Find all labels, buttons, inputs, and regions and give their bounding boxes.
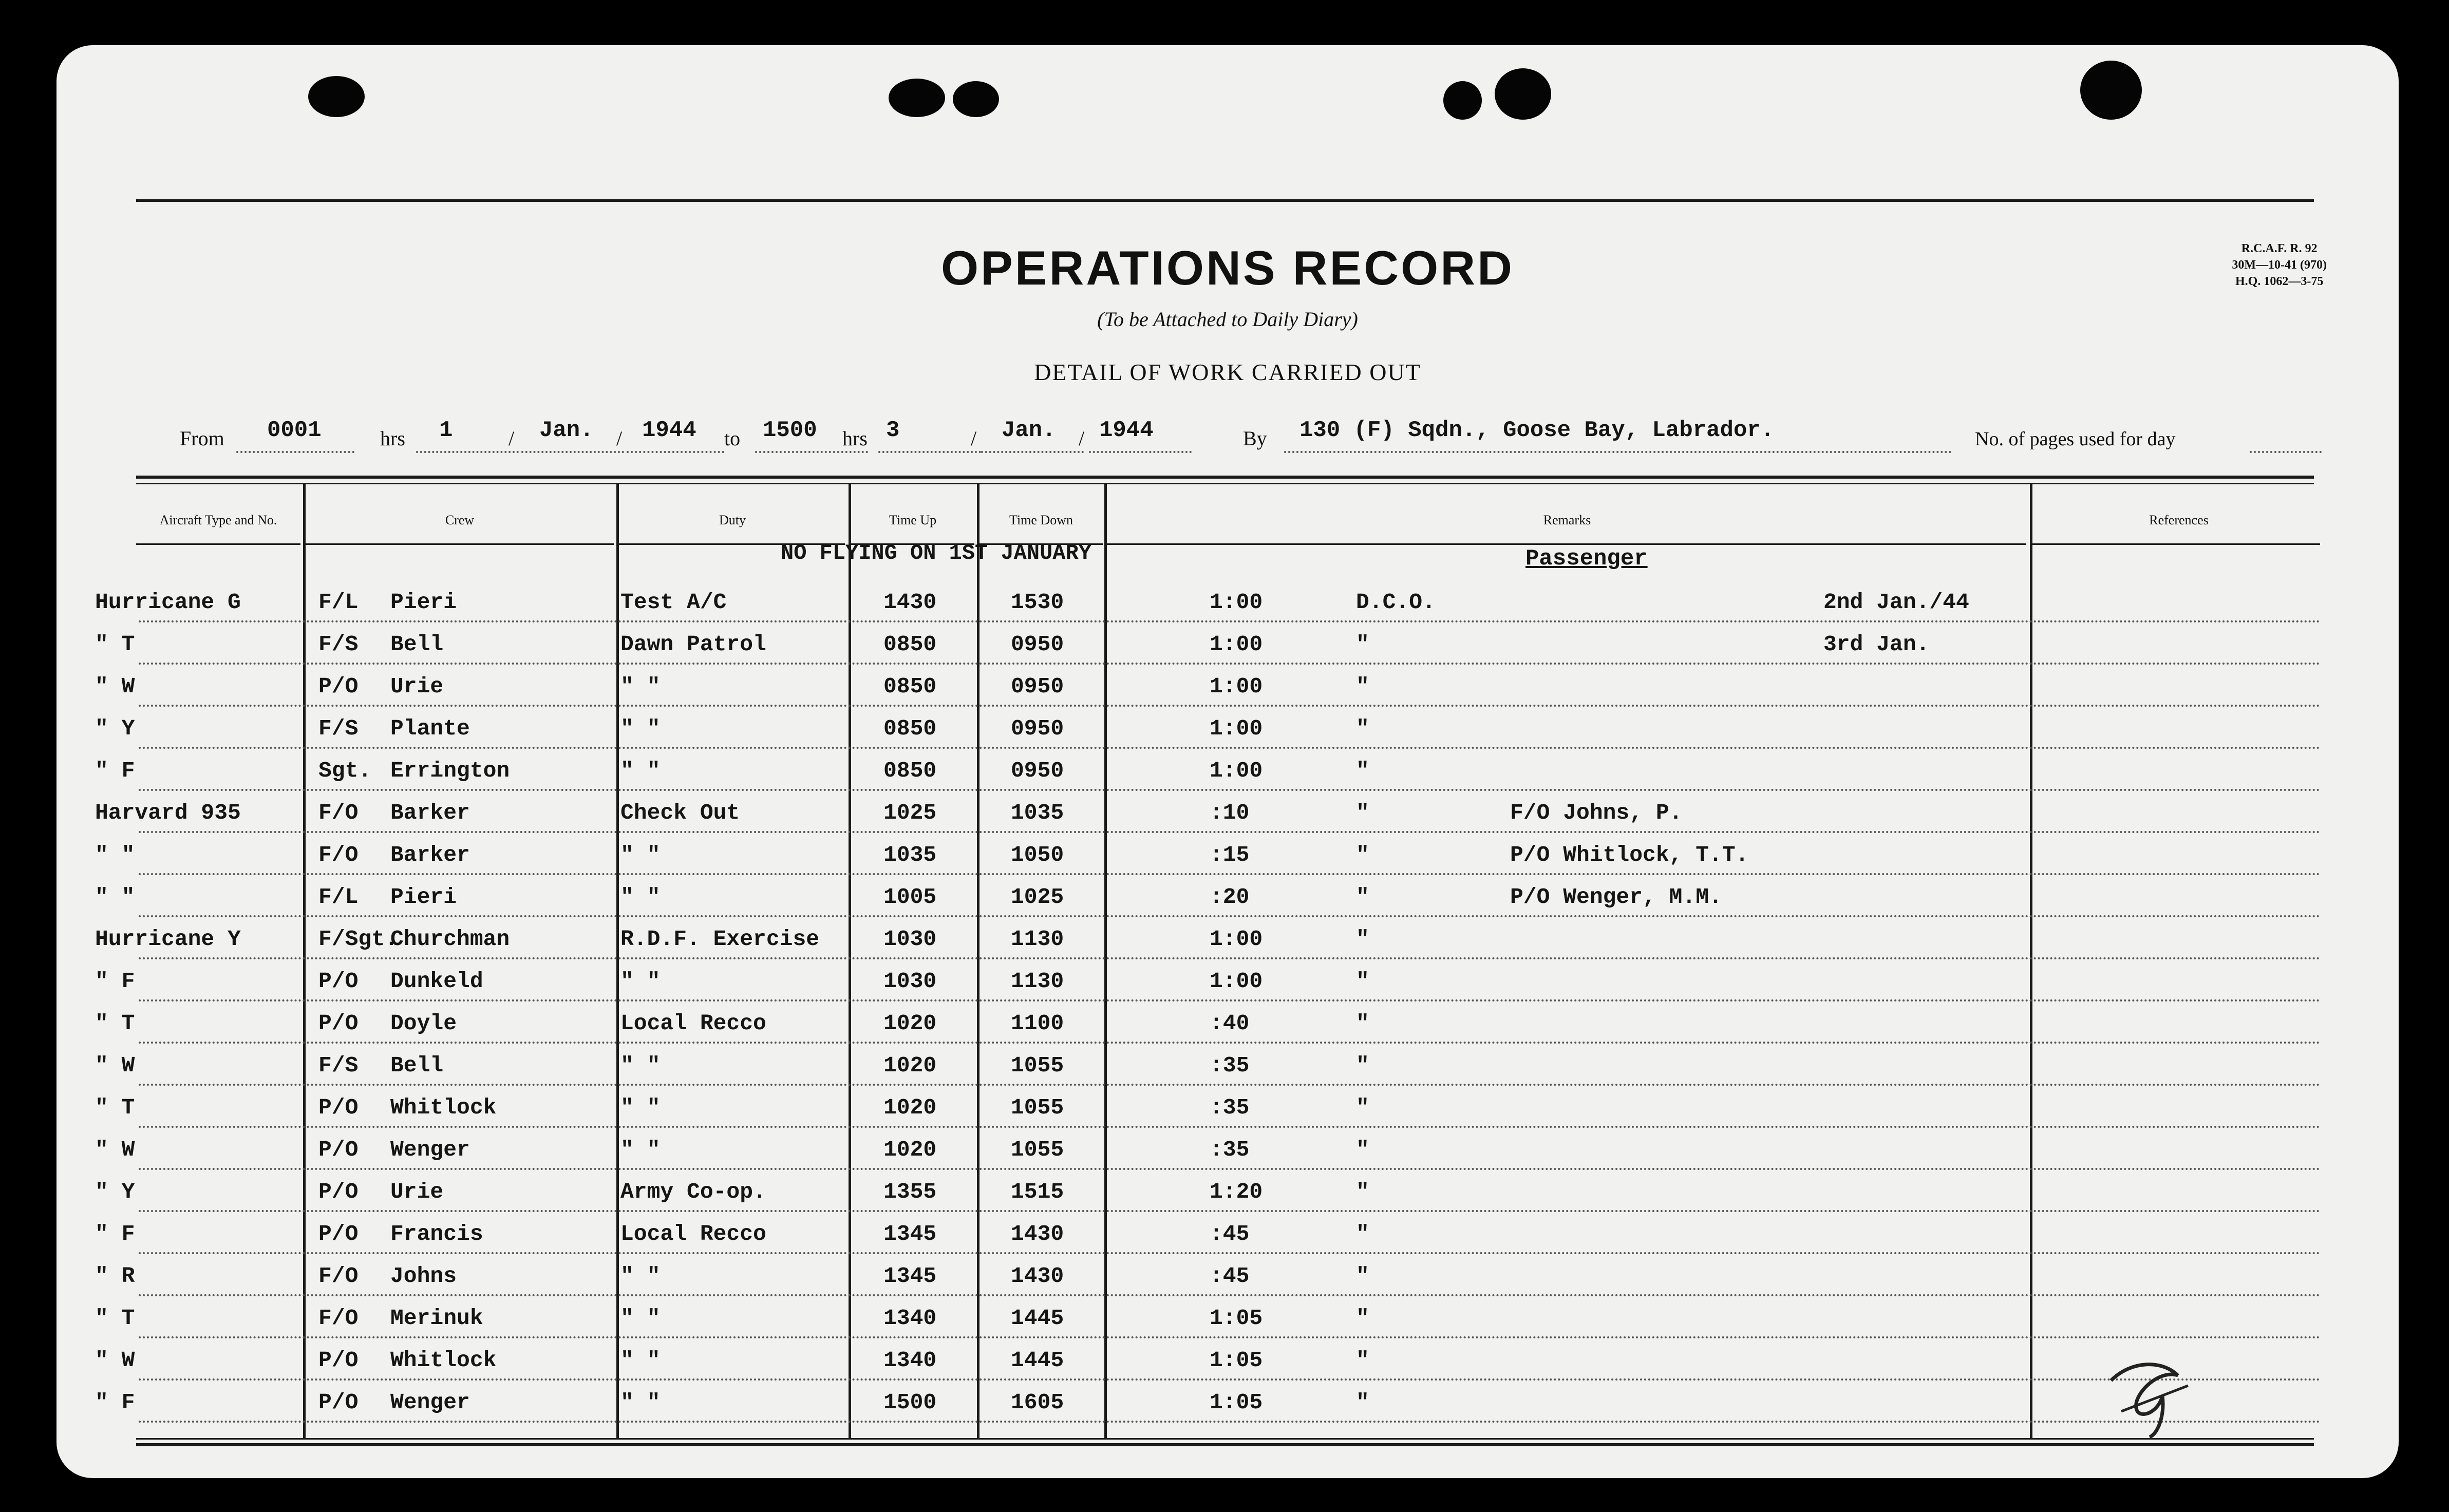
row-rule (139, 1378, 2322, 1381)
rank-cell: F/O (318, 1263, 359, 1289)
duration-cell: :10 (1210, 800, 1250, 825)
aircraft-cell: " Y (95, 1179, 135, 1204)
rank-cell: F/O (318, 800, 359, 825)
row-rule (139, 1336, 2322, 1338)
col-duty: Duty (719, 513, 746, 527)
rank-cell: P/O (318, 1095, 359, 1120)
row-rule (139, 831, 2322, 833)
to-day: 3 (886, 418, 900, 443)
row-rule (139, 789, 2322, 791)
duty-cell: R.D.F. Exercise (620, 927, 820, 952)
dco-cell: " (1356, 969, 1369, 994)
row-rule (139, 620, 2322, 622)
aircraft-cell: " R (95, 1263, 135, 1289)
to-year: 1944 (1099, 418, 1154, 443)
rank-cell: F/Sgt. (318, 927, 398, 952)
time-up-cell: 1025 (883, 800, 937, 825)
no-flying-note: NO FLYING ON 1ST JANUARY (781, 541, 1091, 565)
duty-cell: " " (620, 1095, 661, 1120)
from-year: 1944 (642, 418, 696, 443)
time-up-cell: 1430 (883, 590, 937, 615)
crew-name-cell: Doyle (390, 1011, 457, 1036)
time-up-cell: 1020 (883, 1137, 937, 1162)
time-down-cell: 1055 (1011, 1095, 1064, 1120)
col-references: References (2149, 513, 2209, 527)
rank-cell: F/S (318, 632, 359, 657)
aircraft-cell: " W (95, 1053, 135, 1078)
time-up-cell: 1030 (883, 969, 937, 994)
rank-cell: P/O (318, 1348, 359, 1373)
crew-name-cell: Pieri (390, 884, 457, 910)
date-cell: 3rd Jan. (1823, 632, 1930, 657)
duty-cell: " " (620, 969, 661, 994)
dco-cell: " (1356, 632, 1369, 657)
row-rule (139, 873, 2322, 875)
crew-name-cell: Francis (390, 1221, 483, 1246)
time-up-cell: 1355 (883, 1179, 937, 1204)
dco-cell: " (1356, 1306, 1369, 1331)
duty-cell: Check Out (620, 800, 740, 825)
duration-cell: :35 (1210, 1053, 1250, 1078)
time-up-cell: 1020 (883, 1095, 937, 1120)
col-time-up: Time Up (889, 513, 937, 527)
passenger-cell: F/O Johns, P. (1510, 800, 1683, 825)
crew-name-cell: Wenger (390, 1137, 470, 1162)
crew-name-cell: Barker (390, 842, 470, 867)
aircraft-cell: Harvard 935 (95, 800, 241, 825)
rank-cell: F/O (318, 842, 359, 867)
time-down-cell: 1430 (1011, 1263, 1064, 1289)
rank-cell: P/O (318, 1179, 359, 1204)
row-rule (139, 1252, 2322, 1254)
duty-cell: " " (620, 758, 661, 783)
row-rule (139, 1421, 2322, 1423)
aircraft-cell: Hurricane Y (95, 927, 241, 952)
row-rule (139, 1126, 2322, 1128)
row-rule (139, 663, 2322, 665)
dco-cell: " (1356, 800, 1369, 825)
time-down-cell: 0950 (1011, 716, 1064, 741)
duration-cell: 1:00 (1210, 674, 1263, 699)
punch-hole (889, 79, 945, 117)
rank-cell: P/O (318, 969, 359, 994)
time-down-cell: 1055 (1011, 1137, 1064, 1162)
time-down-cell: 0950 (1011, 674, 1064, 699)
crew-name-cell: Johns (390, 1263, 457, 1289)
duration-cell: 1:00 (1210, 758, 1263, 783)
aircraft-cell: " T (95, 632, 135, 657)
hrs-label: hrs (380, 427, 405, 450)
crew-name-cell: Errington (390, 758, 510, 783)
duty-cell: " " (620, 674, 661, 699)
date-cell: 2nd Jan./44 (1823, 590, 1969, 615)
to-month: Jan. (1002, 418, 1056, 443)
duty-cell: Army Co-op. (620, 1179, 766, 1204)
duration-cell: 1:00 (1210, 716, 1263, 741)
duration-cell: 1:00 (1210, 969, 1263, 994)
row-rule (139, 1168, 2322, 1170)
duty-cell: Dawn Patrol (620, 632, 766, 657)
dco-cell: " (1356, 1348, 1369, 1373)
row-rule (139, 915, 2322, 917)
aircraft-cell: " W (95, 674, 135, 699)
duration-cell: 1:05 (1210, 1348, 1263, 1373)
col-aircraft: Aircraft Type and No. (159, 513, 277, 527)
rank-cell: P/O (318, 674, 359, 699)
row-rule (139, 1042, 2322, 1044)
aircraft-cell: " W (95, 1348, 135, 1373)
row-rule (139, 957, 2322, 959)
row-rule (139, 1084, 2322, 1086)
duration-cell: 1:00 (1210, 632, 1263, 657)
crew-name-cell: Whitlock (390, 1095, 497, 1120)
rank-cell: F/O (318, 1306, 359, 1331)
row-rule (139, 705, 2322, 707)
dco-cell: D.C.O. (1356, 590, 1436, 615)
rank-cell: F/L (318, 590, 359, 615)
aircraft-cell: " F (95, 969, 135, 994)
time-down-cell: 1430 (1011, 1221, 1064, 1246)
from-label: From (180, 427, 224, 450)
crew-name-cell: Wenger (390, 1390, 470, 1415)
duration-cell: :40 (1210, 1011, 1250, 1036)
time-up-cell: 0850 (883, 632, 937, 657)
passenger-cell: P/O Whitlock, T.T. (1510, 842, 1749, 867)
time-down-cell: 1025 (1011, 884, 1064, 910)
time-up-cell: 1020 (883, 1011, 937, 1036)
table-top-rule (136, 476, 2314, 479)
duty-cell: " " (620, 1348, 661, 1373)
duty-cell: " " (620, 1053, 661, 1078)
rank-cell: P/O (318, 1137, 359, 1162)
rank-cell: Sgt. (318, 758, 372, 783)
dco-cell: " (1356, 927, 1369, 952)
aircraft-cell: " T (95, 1306, 135, 1331)
time-up-cell: 1005 (883, 884, 937, 910)
col-remarks: Remarks (1543, 513, 1591, 527)
rank-cell: P/O (318, 1390, 359, 1415)
rank-cell: F/L (318, 884, 359, 910)
punch-hole (308, 76, 365, 117)
col-crew: Crew (445, 513, 475, 527)
dco-cell: " (1356, 758, 1369, 783)
form-title: OPERATIONS RECORD (941, 241, 1514, 295)
duration-cell: 1:05 (1210, 1306, 1263, 1331)
dco-cell: " (1356, 842, 1369, 867)
punch-hole (1443, 81, 1482, 120)
time-down-cell: 1530 (1011, 590, 1064, 615)
duty-cell: Local Recco (620, 1221, 766, 1246)
duty-cell: " " (620, 1263, 661, 1289)
record-sheet: OPERATIONS RECORD (To be Attached to Daily Diary) DETAIL OF WORK CARRIED OUT R.C.A.F. R. 92 30M—10-41 (970) H.Q. 1062—3-75 From 0001 hrs 1 / Jan. / 1944 to 1500 hrs 3 / Jan. / 1944 By 130 (F) Sqdn., Goose Bay, Labrador. No. of pages used for day Aircraft Type and No. Crew Duty Time Up Time Down Remarks References NO FLYING ON 1ST JANUARY Passenger Hurricane G F/L Pieri Test A/C 1430 1530 1:00 D.C.O. 2nd Jan./44 " T F/S Bell Dawn Patrol 0850 0950 1:00 " 3rd Jan. " W P/O Urie " " 0850 0950 1:00 " " Y F/S Plante " " 0850 0950 1:00 " " F Sgt. Errington " " 0850 0950 1:00 " Harvard 935 F/O Barker Check Out 1025 1035 :10 " F/O Johns, P. " " F/O Barker " " 1035 1050 :15 " P/O Whitlock, T.T. " " F/L Pieri " " 1005 1025 :20 " P/O Wenger, M.M. Hurricane Y F/Sgt. Churchman R.D.F. Exercise 1030 1130 1:00 " " F P/O Dunkeld " " 1030 1130 1:00 " " T P/O Doyle Local Recco 1020 1100 :40 " " W F/S Bell " " 1020 1055 :35 " " T P/O Whitlock " " 1020 1055 :35 " " W P/O Wenger " " 1020 1055 :35 " " Y P/O Urie Army Co-op. 1355 1515 1:20 " " F P/O Francis Local Recco 1345 1430 :45 " " R F/O Johns " " 1345 1430 :45 " " T F/O Merinuk " " 1340 1445 1:05 " " W P/O Whitlock " " 1340 1445 1:05 " " F P/O Wenger " " 1500 1605 1:05 " (56, 45, 2399, 1478)
duty-cell: " " (620, 716, 661, 741)
dco-cell: " (1356, 1053, 1369, 1078)
time-up-cell: 1035 (883, 842, 937, 867)
time-down-cell: 1035 (1011, 800, 1064, 825)
time-down-cell: 0950 (1011, 632, 1064, 657)
time-up-cell: 0850 (883, 758, 937, 783)
punch-hole (2080, 61, 2142, 120)
aircraft-cell: Hurricane G (95, 590, 241, 615)
punch-hole (953, 81, 999, 117)
time-up-cell: 1340 (883, 1348, 937, 1373)
to-hrs: 1500 (763, 418, 817, 443)
passenger-heading: Passenger (1525, 546, 1648, 572)
by-label: By (1243, 427, 1267, 450)
row-rule (139, 999, 2322, 1001)
dco-cell: " (1356, 674, 1369, 699)
time-down-cell: 1055 (1011, 1053, 1064, 1078)
punch-hole (1495, 68, 1551, 120)
time-down-cell: 1050 (1011, 842, 1064, 867)
initials-signature (2101, 1339, 2203, 1442)
aircraft-cell: " T (95, 1095, 135, 1120)
rank-cell: F/S (318, 1053, 359, 1078)
row-rule (139, 747, 2322, 749)
time-down-cell: 1100 (1011, 1011, 1064, 1036)
dco-cell: " (1356, 1263, 1369, 1289)
crew-name-cell: Bell (390, 632, 444, 657)
time-down-cell: 0950 (1011, 758, 1064, 783)
aircraft-cell: " " (95, 842, 135, 867)
time-up-cell: 1500 (883, 1390, 937, 1415)
dco-cell: " (1356, 1390, 1369, 1415)
from-hrs: 0001 (267, 418, 322, 443)
time-up-cell: 1030 (883, 927, 937, 952)
aircraft-cell: " Y (95, 716, 135, 741)
table-top-rule-inner (136, 483, 2314, 484)
row-rule (139, 1210, 2322, 1212)
pages-label: No. of pages used for day (1975, 428, 2176, 450)
form-subtitle: (To be Attached to Daily Diary) (1097, 308, 1358, 331)
col-time-down: Time Down (1009, 513, 1073, 527)
duration-cell: :45 (1210, 1221, 1250, 1246)
time-down-cell: 1515 (1011, 1179, 1064, 1204)
table-bottom-rule-outer (136, 1443, 2314, 1446)
dco-cell: " (1356, 1095, 1369, 1120)
aircraft-cell: " W (95, 1137, 135, 1162)
aircraft-cell: " " (95, 884, 135, 910)
aircraft-cell: " F (95, 1390, 135, 1415)
duty-cell: Local Recco (620, 1011, 766, 1036)
row-rule (139, 1294, 2322, 1296)
from-day: 1 (439, 418, 453, 443)
duration-cell: 1:00 (1210, 927, 1263, 952)
duty-cell: " " (620, 1390, 661, 1415)
by-value: 130 (F) Sqdn., Goose Bay, Labrador. (1299, 418, 1775, 443)
aircraft-cell: " T (95, 1011, 135, 1036)
duration-cell: :15 (1210, 842, 1250, 867)
time-down-cell: 1130 (1011, 969, 1064, 994)
duty-cell: " " (620, 1306, 661, 1331)
from-month: Jan. (539, 418, 594, 443)
crew-name-cell: Dunkeld (390, 969, 483, 994)
crew-name-cell: Pieri (390, 590, 457, 615)
form-code: R.C.A.F. R. 92 30M—10-41 (970) H.Q. 1062—3-75 (2232, 242, 2327, 288)
time-up-cell: 1345 (883, 1221, 937, 1246)
time-down-cell: 1605 (1011, 1390, 1064, 1415)
to-label: to (724, 427, 741, 450)
crew-name-cell: Urie (390, 674, 444, 699)
duration-cell: :35 (1210, 1095, 1250, 1120)
table-bottom-rule (136, 1438, 2314, 1440)
aircraft-cell: " F (95, 1221, 135, 1246)
duty-cell: " " (620, 884, 661, 910)
time-up-cell: 1340 (883, 1306, 937, 1331)
duration-cell: :35 (1210, 1137, 1250, 1162)
dco-cell: " (1356, 884, 1369, 910)
dco-cell: " (1356, 1137, 1369, 1162)
duty-cell: " " (620, 1137, 661, 1162)
time-down-cell: 1445 (1011, 1348, 1064, 1373)
duty-cell: Test A/C (620, 590, 727, 615)
crew-name-cell: Churchman (390, 927, 510, 952)
duration-cell: 1:05 (1210, 1390, 1263, 1415)
crew-name-cell: Barker (390, 800, 470, 825)
crew-name-cell: Whitlock (390, 1348, 497, 1373)
rank-cell: P/O (318, 1221, 359, 1246)
dco-cell: " (1356, 1011, 1369, 1036)
duration-cell: :20 (1210, 884, 1250, 910)
rank-cell: F/S (318, 716, 359, 741)
aircraft-cell: " F (95, 758, 135, 783)
crew-name-cell: Urie (390, 1179, 444, 1204)
duration-cell: 1:00 (1210, 590, 1263, 615)
time-up-cell: 0850 (883, 674, 937, 699)
time-up-cell: 1345 (883, 1263, 937, 1289)
time-down-cell: 1130 (1011, 927, 1064, 952)
dco-cell: " (1356, 1179, 1369, 1204)
crew-name-cell: Plante (390, 716, 470, 741)
form-detail: DETAIL OF WORK CARRIED OUT (1034, 359, 1421, 385)
duration-cell: :45 (1210, 1263, 1250, 1289)
top-rule (136, 199, 2314, 202)
duty-cell: " " (620, 842, 661, 867)
dco-cell: " (1356, 1221, 1369, 1246)
rank-cell: P/O (318, 1011, 359, 1036)
crew-name-cell: Merinuk (390, 1306, 483, 1331)
time-down-cell: 1445 (1011, 1306, 1064, 1331)
dco-cell: " (1356, 716, 1369, 741)
passenger-cell: P/O Wenger, M.M. (1510, 884, 1722, 910)
crew-name-cell: Bell (390, 1053, 444, 1078)
duration-cell: 1:20 (1210, 1179, 1263, 1204)
time-up-cell: 1020 (883, 1053, 937, 1078)
time-up-cell: 0850 (883, 716, 937, 741)
